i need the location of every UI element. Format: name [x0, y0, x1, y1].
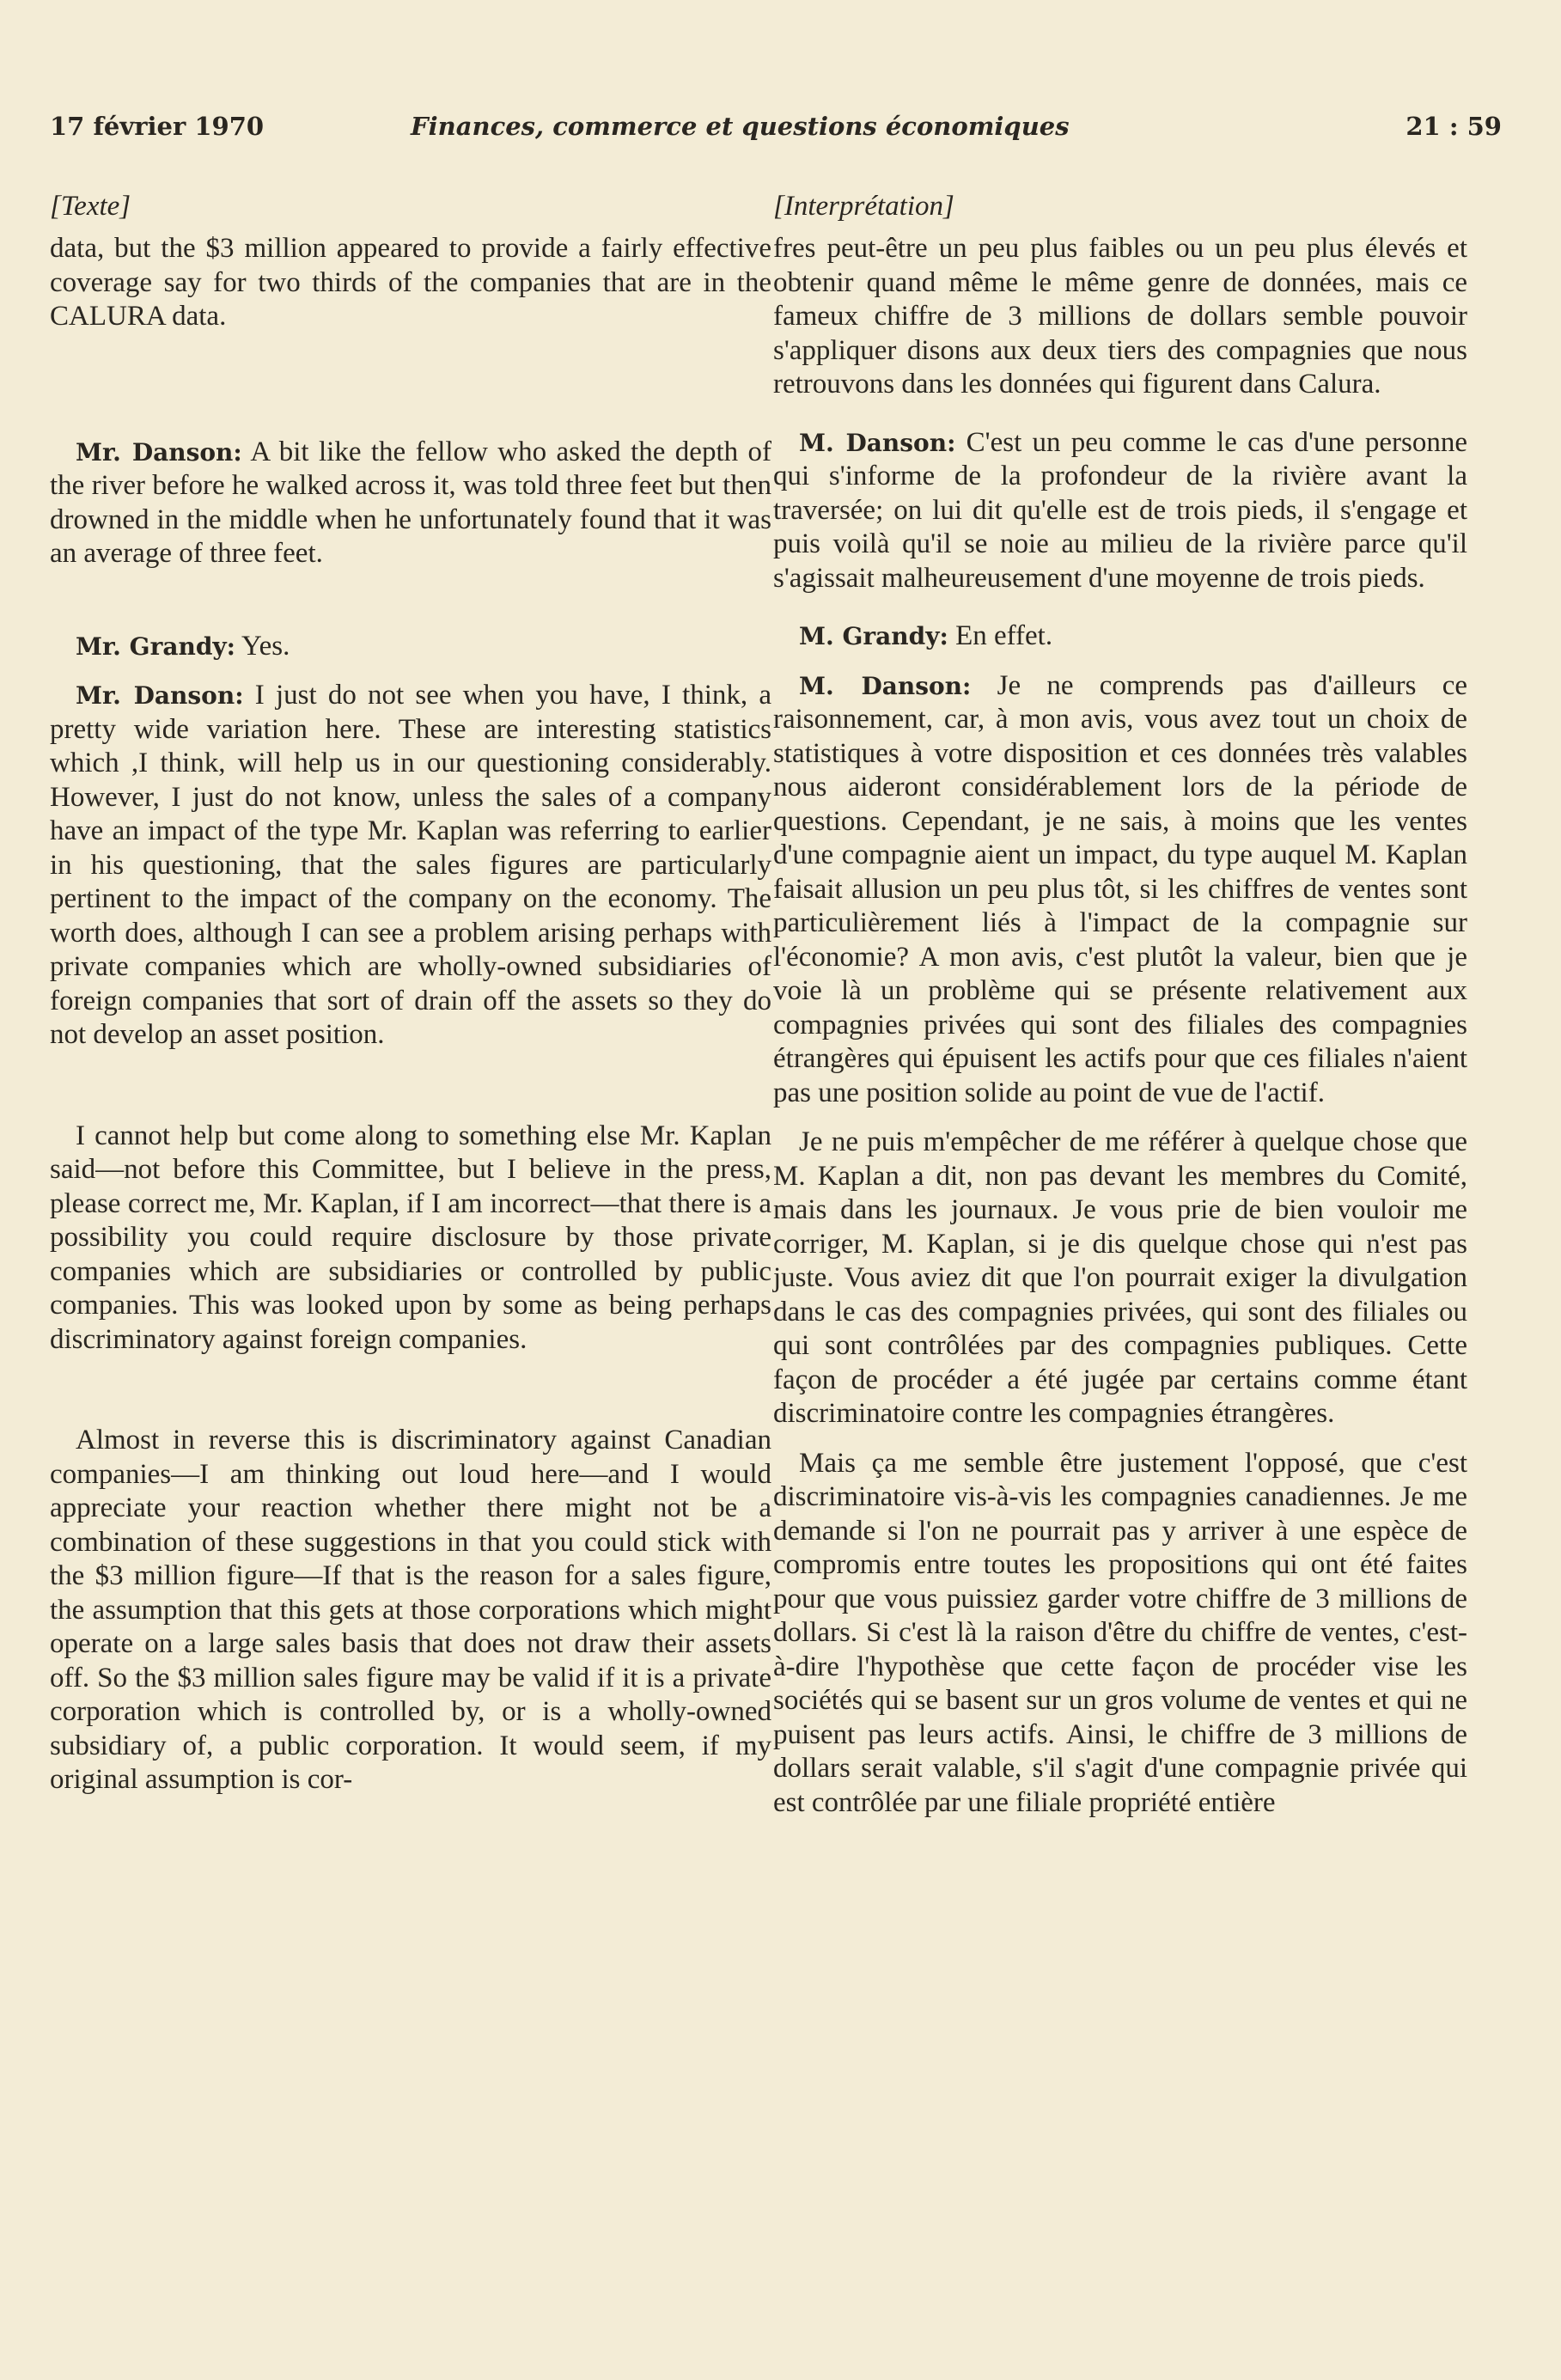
paragraph — [50, 232, 771, 334]
paragraph — [773, 669, 1467, 1111]
english-column — [50, 189, 771, 1797]
speaker-name: Mr. Danson: — [76, 437, 242, 467]
speaker-name: M. Danson: — [799, 671, 972, 700]
speaker-name: M. Grandy: — [799, 622, 948, 650]
paragraph-text: Yes. — [235, 630, 290, 662]
paragraph — [773, 1126, 1467, 1431]
paragraph-text: Mais ça me semble être justement l'opposé, que c'est discriminatoire vis-à-vis les compagnies canadiennes. Je me demande si l'on ne pourrait pas y arriver à une espèce de compromis entre toutes les propositions qui ont été faites pour que vous puissiez garder votre chiffre de 3 millions de dollars. Si c'est là la raison d'être du chiffre de ventes, c'est-à-dire l'hypothèse que cette façon de procéder vise les sociétés qui se basent sur un gros volume de ventes et qui ne puisent pas leurs actifs. Ainsi, le chiffre de 3 millions de dollars serait valable, s'il s'agit d'une compagnie privée qui est contrôlée par une filiale propriété entière — [773, 1447, 1467, 1818]
paragraph-text: Je ne comprends pas d'ailleurs ce raisonnement, car, à mon avis, vous avez tout un choix de statistiques à votre disposition et ces données très valables nous aideront considérablement lors de la période de questions. Cependant, je ne sais, à moins que les ventes d'une compagnie aient un impact, du type auquel M. Kaplan faisait allusion un peu plus tôt, si les chiffres de ventes sont particulièrement liés à l'impact de la compagnie sur l'économie? A mon avis, c'est plutôt la valeur, bien que je voie là un problème qui se présente relativement aux compagnies privées qui sont des filiales des compagnies étrangères qui épuisent les actifs pour que ces filiales n'aient pas une position solide au point de vue de l'actif. — [773, 669, 1468, 1108]
paragraph-text: A bit like the fellow who asked the depth of the river before he walked across it, was told three feet but then drowned in the middle when he unfortunately found that it was an average of three feet. — [50, 436, 772, 569]
paragraph-text: I cannot help but come along to something else Mr. Kaplan said—not before this Committee, but I believe in the press, please correct me, Mr. Kaplan, if I am incorrect—that there is a possibility you could require disclosure by those private companies which are subsidiaries or controlled by public companies. This was looked upon by some as being perhaps discriminatory against foreign companies. — [50, 1120, 771, 1355]
paragraph — [50, 1120, 771, 1358]
english-paragraphs — [50, 232, 771, 1797]
paragraph-text: I just do not see when you have, I think, a pretty wide variation here. These are interesting statistics which ,I think, will help us in our questioning considerably. However, I just do not know, unless the sales of a company have an impact of the type Mr. Kaplan was referring to earlier in his questioning, that the sales figures are particularly pertinent to the impact of the company on the economy. The worth does, although I can see a problem arising perhaps with private companies which are wholly-owned subsidiaries of foreign companies that sort of drain off the assets so they do not develop an asset position. — [50, 680, 771, 1050]
french-column — [773, 189, 1467, 1820]
paragraph-text: fres peut-être un peu plus faibles ou un peu plus élevés et obtenir quand même le même genre de données, mais ce fameux chiffre de 3 millions de dollars semble pouvoir s'appliquer disons aux deux tiers des compagnies que nous retrouvons dans les données qui figurent dans Calura. — [773, 233, 1467, 400]
speaker-name: Mr. Danson: — [76, 681, 244, 710]
running-header — [50, 112, 1502, 155]
column-label-interpretation: [Interprétation] — [773, 191, 954, 222]
column-label-text: [Texte] — [50, 191, 131, 222]
header-date: 17 février 1970 — [50, 112, 265, 141]
paragraph — [773, 619, 1467, 654]
speaker-name: M. Danson: — [799, 428, 956, 457]
paragraph — [773, 1447, 1467, 1821]
paragraph-text: En effet. — [948, 620, 1053, 651]
header-title: Finances, commerce et questions économiques — [411, 112, 1070, 141]
paragraph-text: Je ne puis m'empêcher de me référer à quelque chose que M. Kaplan a dit, non pas devant les membres du Comité, mais dans les journaux. Je vous prie de bien vouloir me corriger, M. Kaplan, si je dis quelque chose qui n'est pas juste. Vous aviez dit que l'on pourrait exiger la divulgation dans le cas des compagnies privées, qui sont des filiales ou qui sont contrôlées par des compagnies publiques. Cette façon de procéder a été jugée par certains comme étant discriminatoire contre les compagnies étrangères. — [773, 1126, 1467, 1429]
paragraph — [50, 436, 771, 571]
paragraph — [50, 1424, 771, 1797]
paragraph-text: C'est un peu comme le cas d'une personne qui s'informe de la profondeur de la rivière avant la traversée; on lui dit qu'elle est de trois pieds, il s'engage et puis voilà qu'il se noie au milieu de la rivière parce qu'il s'agissait malheureusement d'une moyenne de trois pieds. — [773, 426, 1468, 594]
header-page-number: 21 : 59 — [1406, 112, 1502, 141]
speaker-name: Mr. Grandy: — [76, 632, 236, 661]
paragraph — [773, 426, 1467, 596]
french-paragraphs — [773, 232, 1467, 1820]
paragraph-text: Almost in reverse this is discriminatory against Canadian companies—I am thinking out loud here—and I would appreciate your reaction whether there might not be a combination of these suggestions in that you could stick with the $3 million figure—If that is the reason for a sales figure, the assumption that this gets at those corporations which might operate on a large sales basis that does not draw their assets off. So the $3 million sales figure may be valid if it is a private corporation which is controlled by, or is a wholly-owned subsidiary of, a public corporation. It would seem, if my original assumption is cor- — [50, 1425, 771, 1795]
paragraph — [50, 630, 771, 664]
paragraph-text: data, but the $3 million appeared to provide a fairly effective coverage say for two thirds of the companies that are in the CALURA data. — [50, 233, 771, 332]
paragraph — [773, 232, 1467, 402]
paragraph — [50, 679, 771, 1053]
